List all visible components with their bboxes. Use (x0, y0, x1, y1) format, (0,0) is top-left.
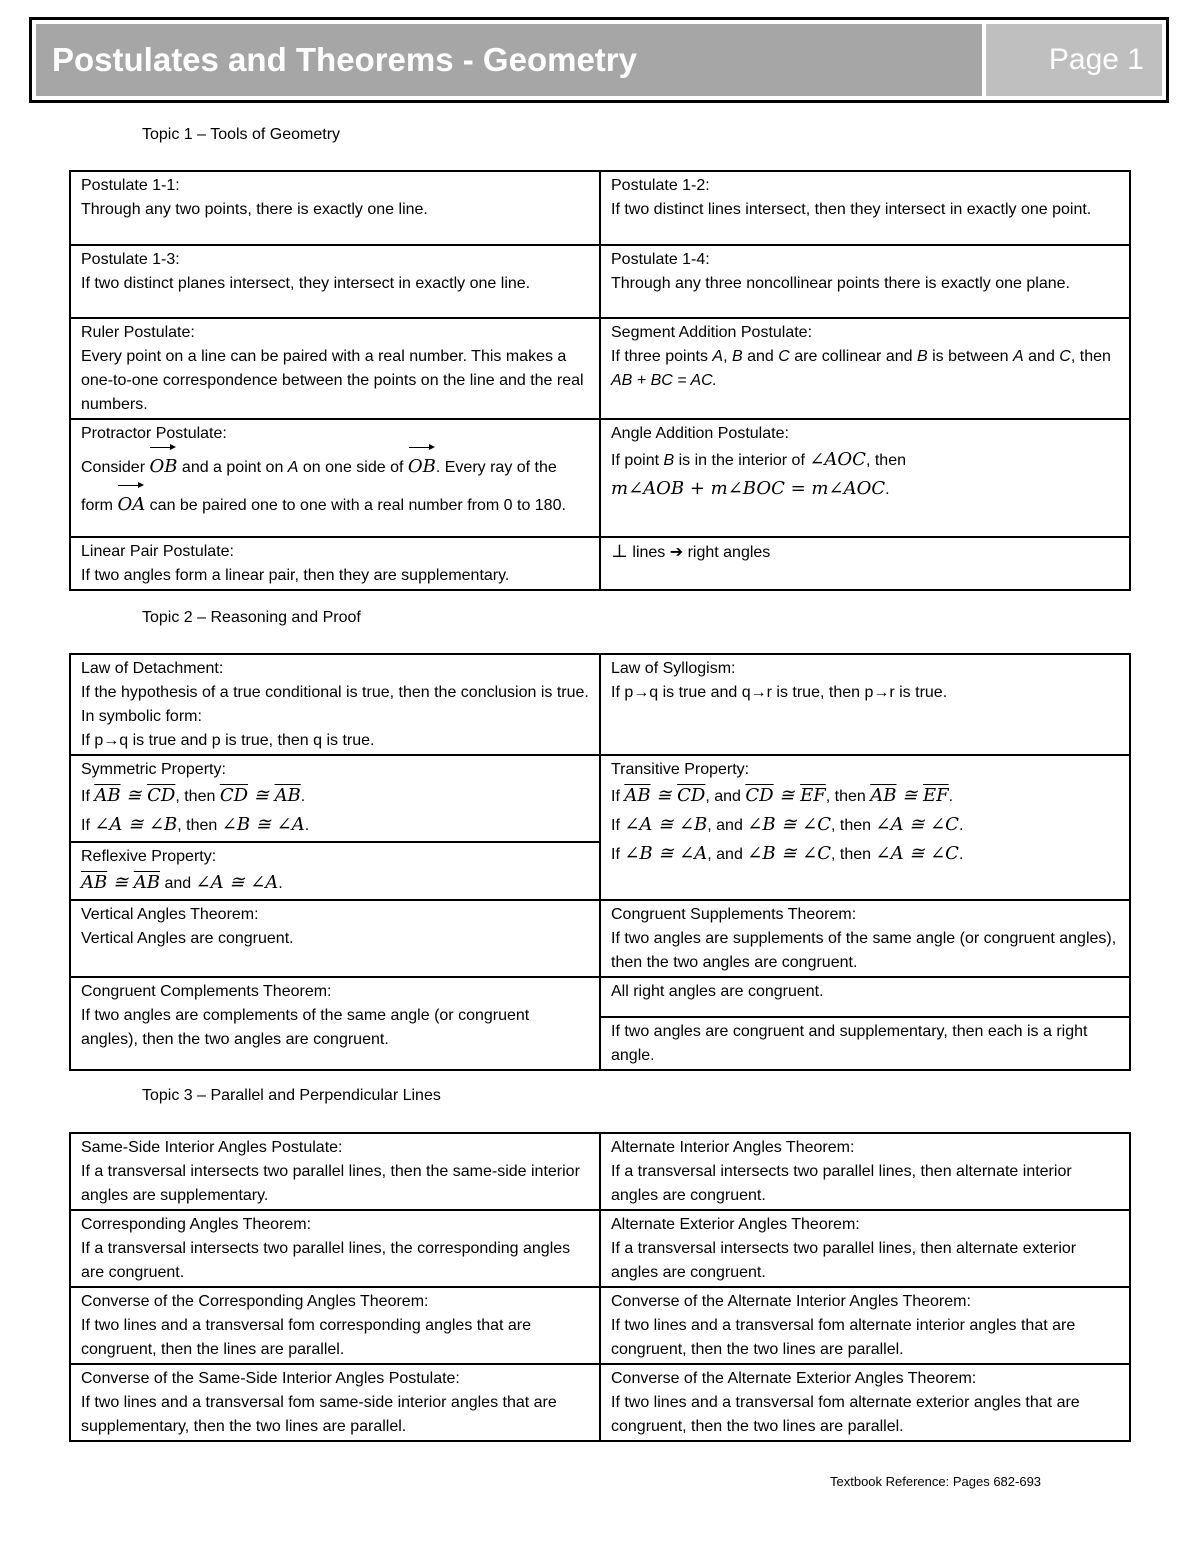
cell-text: If two distinct lines intersect, then they intersect in exactly one point. (611, 201, 1092, 218)
cell-text: If a transversal intersects two parallel lines, the corresponding angles are congruent. (81, 1240, 571, 1281)
angle-formula: m∠AOB + m∠BOC = m∠AOC (611, 478, 886, 499)
topic-1-heading: Topic 1 – Tools of Geometry (142, 126, 341, 143)
postulate-1-1 (70, 171, 600, 245)
cell-text: If point B is in the interior of ∠AOC, then m∠AOB + m∠BOC = m∠AOC. (611, 449, 906, 499)
page-number: Page 1 (986, 24, 1162, 96)
cell-line: If ∠A ≅ ∠B, then ∠B ≅ ∠A. (81, 814, 310, 835)
cell-title: Ruler Postulate: (81, 324, 195, 341)
vertical-angles-theorem (70, 900, 600, 977)
cell-title: Converse of the Alternate Interior Angles Theorem: (611, 1293, 971, 1310)
ray-oa: OA (117, 484, 145, 521)
protractor-postulate (70, 419, 600, 537)
congruent-supplements-theorem (600, 900, 1130, 977)
segment-addition-postulate (600, 318, 1130, 419)
cell-text: If two distinct planes intersect, they intersect in exactly one line. (81, 275, 531, 292)
postulate-1-2 (600, 171, 1130, 245)
cell-text: Vertical Angles are congruent. (81, 930, 294, 947)
cell-text: If the hypothesis of a true conditional is true, then the conclusion is true. In symbolic form: (81, 684, 589, 725)
cell-text: If a transversal intersects two parallel lines, then alternate interior angles are congruent. (611, 1163, 1072, 1204)
law-of-detachment (70, 654, 600, 755)
cell-line: $\overline{AB}$ ≅ $\overline{AB}$ and ∠A ≅ ∠A. (81, 872, 283, 893)
right-angles-congruent (600, 977, 1130, 1017)
cell-text: Consider OB and a point on A on one side of OB. Every ray of the form OA can be paired one to one with a real number from 0 to 180. (81, 446, 589, 522)
cell-text: Every point on a line can be paired with a real number. This makes a one-to-one correspondence between the points on the line and the real numbers. (81, 348, 584, 413)
corresponding-angles-theorem (70, 1210, 600, 1287)
cell-title: Vertical Angles Theorem: (81, 906, 259, 923)
cell-text: If a transversal intersects two parallel lines, then the same-side interior angles are supplementary. (81, 1163, 580, 1204)
linear-pair-postulate (70, 537, 600, 590)
cell-text: ⊥ lines ➔ right angles (611, 541, 771, 562)
reflexive-property (70, 842, 600, 900)
cell-text: If two lines and a transversal fom alternate exterior angles that are congruent, then the two lines are parallel. (611, 1394, 1080, 1435)
cell-text: Through any two points, there is exactly one line. (81, 201, 428, 218)
congruent-complements-theorem (70, 977, 600, 1070)
cell-title: Law of Syllogism: (611, 660, 736, 677)
cell-text: If two angles are complements of the same angle (or congruent angles), then the two angles are congruent. (81, 1007, 530, 1048)
converse-alternate-exterior-angles-theorem (600, 1364, 1130, 1441)
cell-title: Congruent Complements Theorem: (81, 983, 332, 1000)
transitive-property (600, 755, 1130, 900)
cell-text: All right angles are congruent. (611, 983, 824, 1000)
cell-line: If $\overline{AB}$ ≅ $\overline{CD}$, then $\overline{CD}$ ≅ $\overline{AB}$. (81, 785, 306, 806)
postulate-1-3 (70, 245, 600, 318)
page-header (29, 17, 1169, 103)
alternate-interior-angles-theorem (600, 1133, 1130, 1210)
cell-title: Segment Addition Postulate: (611, 324, 813, 341)
ray-ob: OB (408, 446, 436, 483)
converse-same-side-interior-angles-postulate (70, 1364, 600, 1441)
topic-2-heading: Topic 2 – Reasoning and Proof (142, 609, 361, 626)
cell-title: Converse of the Corresponding Angles Theorem: (81, 1293, 429, 1310)
symmetric-property (70, 755, 600, 842)
same-side-interior-angles-postulate (70, 1133, 600, 1210)
cell-title: Angle Addition Postulate: (611, 425, 789, 442)
perpendicular-lines-note (600, 537, 1130, 590)
cell-line: If ∠B ≅ ∠A, and ∠B ≅ ∠C, then ∠A ≅ ∠C. (611, 843, 964, 864)
ray-ob: OB (149, 446, 177, 483)
cell-title: Postulate 1-1: (81, 177, 180, 194)
postulate-1-4 (600, 245, 1130, 318)
alternate-exterior-angles-theorem (600, 1210, 1130, 1287)
segment-formula: AB + BC = AC. (611, 372, 718, 389)
cell-text: If two lines and a transversal fom same-side interior angles that are supplementary, then the two lines are parallel. (81, 1394, 557, 1435)
page-title: Postulates and Theorems - Geometry (36, 24, 982, 96)
congruent-supplementary-right (600, 1017, 1130, 1070)
cell-title: Same-Side Interior Angles Postulate: (81, 1139, 343, 1156)
cell-title: Corresponding Angles Theorem: (81, 1216, 312, 1233)
ruler-postulate (70, 318, 600, 419)
cell-line: If $\overline{AB}$ ≅ $\overline{CD}$, and $\overline{CD}$ ≅ $\overline{EF}$, then $\overline{AB}$ ≅ $\overline{EF}$. (611, 785, 954, 806)
cell-title: Congruent Supplements Theorem: (611, 906, 857, 923)
cell-text: If two lines and a transversal fom alternate interior angles that are congruent, then the two lines are parallel. (611, 1317, 1076, 1358)
cell-text: If a transversal intersects two parallel lines, then alternate exterior angles are congruent. (611, 1240, 1077, 1281)
cell-title: Law of Detachment: (81, 660, 224, 677)
cell-title: Symmetric Property: (81, 761, 226, 778)
converse-alternate-interior-angles-theorem (600, 1287, 1130, 1364)
cell-text: If two lines and a transversal fom corresponding angles that are congruent, then the lines are parallel. (81, 1317, 532, 1358)
cell-text: If two angles form a linear pair, then they are supplementary. (81, 567, 510, 584)
cell-text: If three points A, B and C are collinear and B is between A and C, then AB + BC = AC. (611, 348, 1111, 389)
cell-title: Postulate 1-3: (81, 251, 180, 268)
perpendicular-symbol: ⊥ (611, 541, 628, 562)
cell-title: Postulate 1-4: (611, 251, 710, 268)
cell-text: If two angles are congruent and supplementary, then each is a right angle. (611, 1023, 1088, 1064)
topic-2-table (69, 653, 1131, 1071)
textbook-reference: Textbook Reference: Pages 682-693 (830, 1474, 1042, 1489)
arrow-icon: ➔ (669, 544, 684, 561)
cell-line: If ∠A ≅ ∠B, and ∠B ≅ ∠C, then ∠A ≅ ∠C. (611, 814, 964, 835)
cell-title: Converse of the Same-Side Interior Angles Postulate: (81, 1370, 460, 1387)
cell-title: Alternate Interior Angles Theorem: (611, 1139, 855, 1156)
cell-symbolic: If p→q is true and p is true, then q is true. (81, 732, 375, 749)
topic-1-table (69, 170, 1131, 591)
topic-3-table (69, 1132, 1131, 1442)
cell-title: Transitive Property: (611, 761, 750, 778)
cell-title: Protractor Postulate: (81, 425, 227, 442)
cell-title: Converse of the Alternate Exterior Angles Theorem: (611, 1370, 977, 1387)
cell-title: Postulate 1-2: (611, 177, 710, 194)
topic-3-heading: Topic 3 – Parallel and Perpendicular Lines (142, 1087, 441, 1104)
cell-text: If two angles are supplements of the same angle (or congruent angles), then the two angles are congruent. (611, 930, 1117, 971)
law-of-syllogism (600, 654, 1130, 755)
cell-title: Linear Pair Postulate: (81, 543, 234, 560)
cell-title: Reflexive Property: (81, 848, 217, 865)
cell-title: Alternate Exterior Angles Theorem: (611, 1216, 860, 1233)
cell-text: Through any three noncollinear points there is exactly one plane. (611, 275, 1070, 292)
angle-addition-postulate (600, 419, 1130, 537)
converse-corresponding-angles-theorem (70, 1287, 600, 1364)
cell-text: If p→q is true and q→r is true, then p→r is true. (611, 684, 948, 701)
